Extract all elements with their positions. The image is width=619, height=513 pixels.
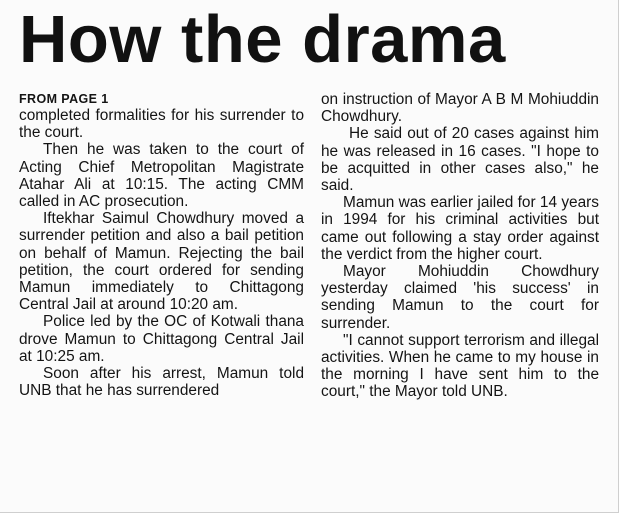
paragraph: Mayor Mohiuddin Chowdhury yesterday claimed 'his success' in sending Mamun to the court for surrender.	[321, 263, 599, 332]
article-column-right	[321, 91, 599, 401]
continuation-kicker: FROM PAGE 1	[19, 92, 109, 106]
paragraph: Then he was taken to the court of Acting Chief Metropolitan Magistrate Atahar Ali at 10:15. The acting CMM called in AC prosecution.	[19, 141, 304, 211]
paragraph: on instruction of Mayor A B M Mohiuddin Chowdhury.	[321, 91, 599, 126]
paragraph: Police led by the OC of Kotwali thana drove Mamun to Chittagong Central Jail at 10:25 am.	[19, 313, 304, 365]
paragraph: completed formalities for his surrender to the court.	[19, 107, 304, 142]
paragraph: "I cannot support terrorism and illegal activities. When he came to my house in the morning I have sent him to the court," the Mayor told UNB.	[321, 331, 599, 401]
paragraph: Soon after his arrest, Mamun told UNB that he has surrendered	[19, 365, 304, 400]
article-column-left	[19, 90, 304, 399]
paragraph: Iftekhar Saimul Chowdhury moved a surrender petition and also a bail petition on behalf of Mamun. Rejecting the bail petition, the court ordered for sending Mamun immediately to Chittagong Central Jail at around 10:20 am.	[19, 210, 304, 314]
paragraph: He said out of 20 cases against him he was released in 16 cases. "I hope to be acquitted in other cases also," he said.	[321, 125, 599, 195]
paragraph: Mamun was earlier jailed for 14 years in 1994 for his criminal activities but came out following a stay order against the verdict from the higher court.	[321, 194, 599, 263]
headline: How the drama	[19, 2, 506, 77]
